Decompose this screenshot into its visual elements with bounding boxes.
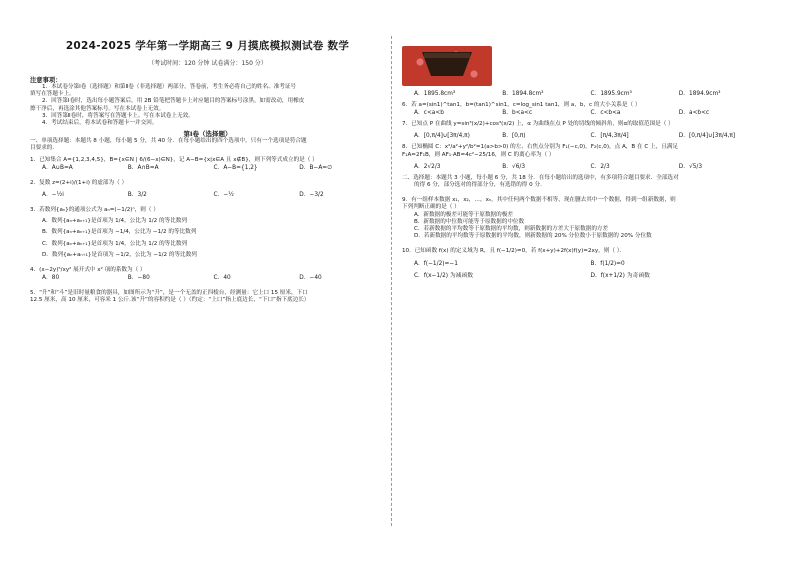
exam-subtitle: （考试时间：120 分钟 试卷满分：150 分）	[148, 60, 267, 67]
option-c[interactable]: C．[π/4,3π/4]	[590, 133, 629, 140]
question-3-stem: 3．若数列{aₙ}的通项公式为 aₙ=(−1/2)ⁿ，则（ ）	[30, 207, 159, 214]
question-6-options	[402, 109, 767, 117]
section1-instructions: 一、单项选择题：本题共 8 小题，每小题 5 分，共 40 分．在每小题给出的四个选项中，只有一个选项是符合题	[30, 138, 307, 145]
option-d[interactable]: D．B−A=∅	[299, 164, 333, 171]
question-5-stem-cont: 12.5 厘米，高 10 厘米，可容米 1 公斤.该“升”的容积约是（ ）（约定：“上口”指上底边长，“下口”指下底边长）	[30, 297, 310, 304]
question-8-stem-cont: F₁A=2F₁B，则 AF₁·AB=4c²−25/16，则 C 的离心率为（ ）	[402, 151, 555, 158]
option-c[interactable]: C．数列{aₙ+aₙ₊₁}是首项为 1/4，公比为 1/2 的等比数列	[42, 240, 188, 247]
option-b[interactable]: B．1894.8cm³	[502, 91, 544, 97]
option-d[interactable]: D．−3/2	[299, 192, 324, 199]
left-column	[30, 38, 385, 305]
option-c[interactable]: C．A−B={1,2}	[213, 164, 258, 171]
option-d[interactable]: D．若新数据的平均数等于原数据的平均数，则新数据的 20% 分位数小于原数据的 20% 分位数	[414, 233, 652, 240]
question-9-stem: 9．有一组样本数据 x₁，x₂，…，xₙ，其中任何两个数据不相等，现在删去其中一个数据，得到一组新数据，则	[402, 197, 676, 204]
question-6-stem: 6．若 a=(sin1)^tan1，b=(tan1)^sin1，c=log_sin1 tan1，则 a，b，c 的大小关系是（ ）	[402, 102, 641, 108]
option-b[interactable]: B．A∩B=A	[127, 164, 159, 171]
question-1-options	[30, 164, 385, 172]
option-c[interactable]: C．c<b<a	[590, 110, 621, 117]
option-a[interactable]: A．1895.8cm³	[414, 91, 456, 97]
notice-item: 填写在答题卡上。	[30, 91, 75, 98]
option-c[interactable]: C．40	[213, 275, 231, 282]
section2-instructions-cont: 的得 6 分，部分选对的得部分分，有选错的得 0 分．	[414, 182, 546, 189]
option-a[interactable]: A．[0,π/4]∪[3π/4,π)	[414, 133, 470, 140]
question-4-options	[30, 274, 385, 282]
option-a[interactable]: A．2√2/3	[414, 163, 441, 170]
option-d[interactable]: D．√5/3	[678, 163, 703, 170]
section2-instructions: 二、选择题：本题共 3 小题，每小题 6 分，共 18 分．在每小题给出的选项中，有多项符合题目要求．全部选对	[402, 174, 679, 181]
option-b[interactable]: B．√6/3	[502, 163, 526, 170]
option-a[interactable]: A．新数据的极差可能等于原数据的极差	[414, 211, 513, 218]
question-4-stem: 4．(x−2y)⁵/xy² 展开式中 x² 项的系数为（ ）	[30, 267, 146, 274]
option-a[interactable]: A．f(−1/2)=−1	[414, 260, 458, 267]
option-d[interactable]: D．数列{aₙ+aₙ₊₁}是首项为 −1/2，公比为 −1/2 的等比数列	[42, 251, 197, 258]
option-c[interactable]: C．若新数据的平均数等于原数据的平均数，则新数据的方差大于原数据的方差	[414, 226, 609, 233]
question-7-options	[402, 132, 767, 140]
question-5-options	[402, 90, 767, 98]
section1-instructions-cont: 目要求的．	[30, 145, 58, 152]
notice-item: 3．回答第Ⅱ卷时，将答案写在答题卡上。写在本试卷上无效。	[42, 112, 194, 119]
option-d[interactable]: D．1894.9cm³	[678, 91, 721, 97]
option-d[interactable]: D．a<b<c	[678, 110, 710, 117]
question-9-stem-cont: 下列判断正确的是（ ）	[402, 204, 460, 211]
question-7-stem: 7．已知点 P 在曲线 y=sin³(x/2)+cos³(x/2) 上，α 为曲线在点 P 处的切线的倾斜角，则α的取值范围是（ ）	[402, 121, 674, 128]
question-10-options-cd	[402, 272, 767, 280]
exam-title: 2024-2025 学年第一学期高三 9 月摸底模拟测试卷 数学	[65, 40, 350, 52]
notice-heading: 注意事项：	[30, 77, 62, 84]
option-c[interactable]: C．2/3	[590, 163, 610, 170]
question-10-options-ab	[402, 260, 767, 268]
question-10-stem: 10．已知函数 f(x) 的定义域为 R，且 f(−1/2)=0，若 f(x+y)+2f(x)f(y)=2xy，则（ ）．	[402, 248, 626, 255]
notice-item: 擦干净后，再选涂其他答案标号。写在本试卷上无效。	[30, 105, 165, 112]
notice-item: 4．考试结束后，将本试卷和答题卡一并交回。	[42, 120, 158, 127]
option-a[interactable]: A．80	[42, 275, 60, 282]
option-d[interactable]: D．[0,π/4]∪[3π/4,π]	[678, 133, 736, 140]
question-2-stem: 2．复数 z=(2+i)/(1+i) 的虚部为（ ）	[30, 179, 128, 186]
question-8-options	[402, 163, 767, 171]
question-5-stem: 5．“升”和“斗”是旧时量粮食的器具，如图所示为“升”，是一个无盖的正四棱台，经测量：它上口 15 厘米，下口	[30, 290, 308, 297]
option-d[interactable]: D．f(x+1/2) 为奇函数	[590, 272, 650, 279]
notice-item: 2．回答第Ⅰ卷时，选出每小题答案后，用 2B 铅笔把答题卡上对应题目的答案标号涂黑。如需改动，用橡皮	[42, 98, 305, 105]
part1-heading: 第Ⅰ卷（选择题）	[183, 130, 232, 139]
question-2-options	[30, 191, 385, 199]
right-column	[402, 38, 767, 280]
sheng-vessel-image	[402, 46, 492, 86]
question-8-stem: 8．已知椭圆 C：x²/a²+y²/b²=1(a>b>0) 的左、右焦点分别为 F₁(−c,0)，F₂(c,0)，点 A，B 在 C 上，且满足	[402, 144, 679, 151]
option-b[interactable]: B．−80	[127, 275, 150, 282]
question-1-stem: 1．已知集合 A={1,2,3,4,5}，B={x∈N | 6/(6−x)∈N}，记 A−B={x|x∈A 且 x∉B}，则下列等式成立的是（ ）	[30, 156, 318, 163]
option-d[interactable]: D．−40	[299, 275, 322, 282]
option-a[interactable]: A．A∪B=A	[42, 164, 73, 171]
option-c[interactable]: C．f(x−1/2) 为减函数	[414, 272, 474, 279]
option-a[interactable]: A．c<a<b	[414, 110, 444, 117]
option-a[interactable]: A．数列{aₙ+aₙ₊₁}是首项为 1/4，公比为 1/2 的等比数列	[42, 218, 187, 225]
column-divider	[391, 36, 392, 526]
option-c[interactable]: C．1895.9cm³	[590, 91, 632, 97]
option-b[interactable]: B．新数据的中位数可能等于原数据的中位数	[414, 218, 525, 225]
option-b[interactable]: B．b<a<c	[502, 110, 533, 117]
option-c[interactable]: C．−½	[213, 192, 234, 199]
option-b[interactable]: B．[0,π)	[502, 133, 526, 140]
option-b[interactable]: B．数列{aₙ+aₙ₊₁}是首项为 −1/4，公比为 −1/2 的等比数列	[42, 229, 197, 236]
option-b[interactable]: B．3/2	[127, 192, 147, 199]
option-a[interactable]: A．−½i	[42, 192, 64, 199]
option-b[interactable]: B．f(1/2)=0	[590, 260, 625, 267]
notice-item: 1．本试卷分第Ⅰ卷（选择题）和第Ⅱ卷（非选择题）两部分。答卷前，考生务必将自己的姓名、准考证号	[42, 84, 297, 90]
